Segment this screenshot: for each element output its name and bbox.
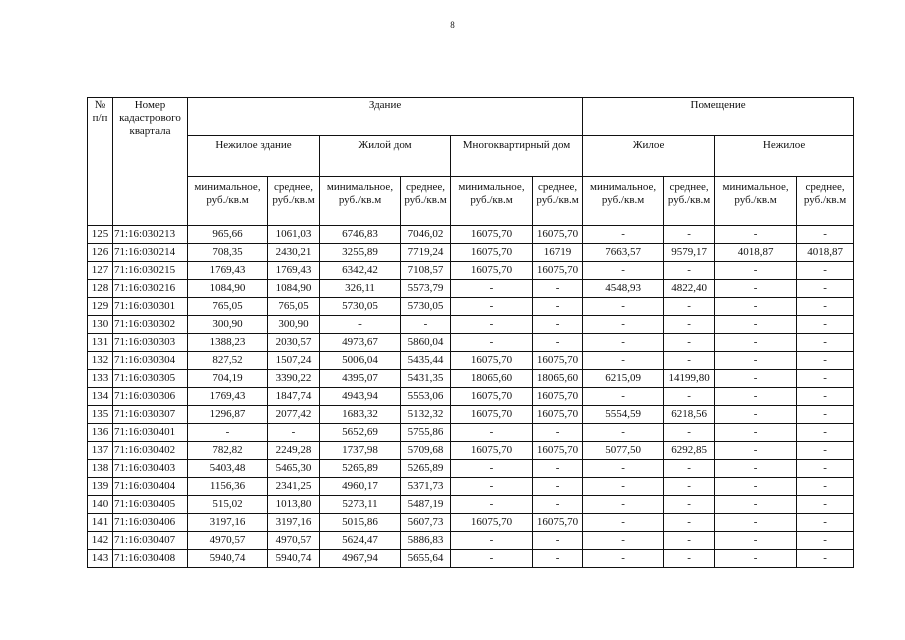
nonres-building-avg-cell: 2341,25 [268, 478, 320, 496]
apartment-building-min-cell: - [451, 460, 533, 478]
cadastral-number-cell: 71:16:030405 [113, 496, 188, 514]
header-nonresidential-premises: Нежилое [715, 136, 854, 177]
table-row [88, 298, 854, 316]
table-row [88, 478, 854, 496]
cadastral-number-cell: 71:16:030214 [113, 244, 188, 262]
row-number-cell: 133 [88, 370, 113, 388]
nonres-building-min-cell: 1296,87 [188, 406, 268, 424]
house-min-cell: 6746,83 [320, 226, 401, 244]
nonres-premises-min-cell: - [715, 424, 797, 442]
table-row [88, 352, 854, 370]
nonres-premises-min-cell: - [715, 550, 797, 568]
cadastral-number-cell: 71:16:030302 [113, 316, 188, 334]
residential-premises-min-cell: - [583, 496, 664, 514]
table-row [88, 460, 854, 478]
house-avg-cell: 7108,57 [401, 262, 451, 280]
nonres-building-min-cell: 827,52 [188, 352, 268, 370]
apartment-building-min-cell: 16075,70 [451, 406, 533, 424]
apartment-building-min-cell: - [451, 496, 533, 514]
house-avg-cell: 5730,05 [401, 298, 451, 316]
apartment-building-min-cell: - [451, 424, 533, 442]
residential-premises-avg-cell: - [664, 460, 715, 478]
apartment-building-avg-cell: - [533, 496, 583, 514]
nonres-building-avg-cell: - [268, 424, 320, 442]
header-min-price: минимальное, руб./кв.м [583, 177, 664, 226]
apartment-building-min-cell: - [451, 316, 533, 334]
cadastral-number-cell: 71:16:030403 [113, 460, 188, 478]
residential-premises-avg-cell: - [664, 298, 715, 316]
nonres-building-min-cell: - [188, 424, 268, 442]
residential-premises-min-cell: 5554,59 [583, 406, 664, 424]
nonres-premises-avg-cell: - [797, 424, 854, 442]
header-min-price: минимальное, руб./кв.м [451, 177, 533, 226]
house-avg-cell: 5755,86 [401, 424, 451, 442]
cadastral-number-cell: 71:16:030406 [113, 514, 188, 532]
cadastral-price-table [87, 97, 854, 568]
table-body [88, 226, 854, 568]
house-min-cell: 3255,89 [320, 244, 401, 262]
residential-premises-min-cell: - [583, 334, 664, 352]
residential-premises-avg-cell: - [664, 478, 715, 496]
table-row [88, 262, 854, 280]
nonres-premises-min-cell: - [715, 496, 797, 514]
nonres-building-avg-cell: 1769,43 [268, 262, 320, 280]
house-min-cell: 5006,04 [320, 352, 401, 370]
nonres-premises-avg-cell: - [797, 298, 854, 316]
residential-premises-min-cell: - [583, 460, 664, 478]
apartment-building-min-cell: 16075,70 [451, 244, 533, 262]
row-number-cell: 126 [88, 244, 113, 262]
apartment-building-avg-cell: 16075,70 [533, 388, 583, 406]
apartment-building-avg-cell: 16075,70 [533, 406, 583, 424]
nonres-building-min-cell: 1769,43 [188, 262, 268, 280]
apartment-building-min-cell: 16075,70 [451, 388, 533, 406]
apartment-building-avg-cell: - [533, 316, 583, 334]
nonres-premises-avg-cell: - [797, 442, 854, 460]
table-row [88, 442, 854, 460]
cadastral-number-cell: 71:16:030407 [113, 532, 188, 550]
header-min-price: минимальное, руб./кв.м [715, 177, 797, 226]
cadastral-number-cell: 71:16:030215 [113, 262, 188, 280]
house-avg-cell: 5709,68 [401, 442, 451, 460]
nonres-building-min-cell: 782,82 [188, 442, 268, 460]
house-min-cell: 4967,94 [320, 550, 401, 568]
house-avg-cell: 5132,32 [401, 406, 451, 424]
row-number-cell: 127 [88, 262, 113, 280]
nonres-premises-min-cell: - [715, 316, 797, 334]
header-apartment-building: Многоквартирный дом [451, 136, 583, 177]
nonres-building-min-cell: 1084,90 [188, 280, 268, 298]
header-building: Здание [188, 98, 583, 136]
house-min-cell: 4960,17 [320, 478, 401, 496]
nonres-premises-min-cell: - [715, 226, 797, 244]
residential-premises-avg-cell: - [664, 334, 715, 352]
nonres-premises-avg-cell: - [797, 406, 854, 424]
header-avg-price: среднее, руб./кв.м [401, 177, 451, 226]
nonres-premises-avg-cell: - [797, 352, 854, 370]
nonres-premises-min-cell: - [715, 334, 797, 352]
header-avg-price: среднее, руб./кв.м [797, 177, 854, 226]
cadastral-number-cell: 71:16:030408 [113, 550, 188, 568]
residential-premises-avg-cell: 9579,17 [664, 244, 715, 262]
nonres-building-avg-cell: 1013,80 [268, 496, 320, 514]
cadastral-number-cell: 71:16:030401 [113, 424, 188, 442]
apartment-building-avg-cell: - [533, 298, 583, 316]
cadastral-number-cell: 71:16:030216 [113, 280, 188, 298]
row-number-cell: 134 [88, 388, 113, 406]
apartment-building-avg-cell: 16719 [533, 244, 583, 262]
nonres-premises-avg-cell: 4018,87 [797, 244, 854, 262]
apartment-building-min-cell: - [451, 478, 533, 496]
nonres-building-avg-cell: 765,05 [268, 298, 320, 316]
residential-premises-avg-cell: - [664, 262, 715, 280]
residential-premises-avg-cell: 4822,40 [664, 280, 715, 298]
nonres-premises-min-cell: - [715, 442, 797, 460]
residential-premises-avg-cell: - [664, 316, 715, 334]
residential-premises-min-cell: - [583, 424, 664, 442]
house-avg-cell: 5655,64 [401, 550, 451, 568]
table-row [88, 280, 854, 298]
cadastral-number-cell: 71:16:030404 [113, 478, 188, 496]
table-row [88, 226, 854, 244]
house-avg-cell: - [401, 316, 451, 334]
apartment-building-avg-cell: 16075,70 [533, 442, 583, 460]
nonres-building-avg-cell: 2030,57 [268, 334, 320, 352]
table-row [88, 496, 854, 514]
header-residential-premises: Жилое [583, 136, 715, 177]
nonres-building-avg-cell: 5940,74 [268, 550, 320, 568]
house-avg-cell: 5371,73 [401, 478, 451, 496]
row-number-cell: 143 [88, 550, 113, 568]
apartment-building-min-cell: - [451, 532, 533, 550]
nonres-premises-min-cell: 4018,87 [715, 244, 797, 262]
residential-premises-min-cell: - [583, 388, 664, 406]
house-min-cell: 4395,07 [320, 370, 401, 388]
nonres-premises-min-cell: - [715, 532, 797, 550]
apartment-building-min-cell: 16075,70 [451, 514, 533, 532]
cadastral-number-cell: 71:16:030306 [113, 388, 188, 406]
residential-premises-min-cell: - [583, 478, 664, 496]
nonres-building-avg-cell: 2249,28 [268, 442, 320, 460]
residential-premises-avg-cell: 14199,80 [664, 370, 715, 388]
nonres-building-min-cell: 1769,43 [188, 388, 268, 406]
apartment-building-avg-cell: - [533, 478, 583, 496]
table-row [88, 406, 854, 424]
residential-premises-min-cell: - [583, 298, 664, 316]
house-min-cell: 326,11 [320, 280, 401, 298]
header-residential-house: Жилой дом [320, 136, 451, 177]
nonres-building-avg-cell: 2430,21 [268, 244, 320, 262]
residential-premises-min-cell: 6215,09 [583, 370, 664, 388]
apartment-building-avg-cell: - [533, 334, 583, 352]
residential-premises-avg-cell: 6292,85 [664, 442, 715, 460]
house-avg-cell: 5860,04 [401, 334, 451, 352]
house-min-cell: 1683,32 [320, 406, 401, 424]
row-number-cell: 142 [88, 532, 113, 550]
apartment-building-avg-cell: - [533, 550, 583, 568]
nonres-premises-min-cell: - [715, 370, 797, 388]
row-number-cell: 135 [88, 406, 113, 424]
nonres-premises-avg-cell: - [797, 388, 854, 406]
apartment-building-min-cell: 16075,70 [451, 442, 533, 460]
nonres-premises-min-cell: - [715, 262, 797, 280]
nonres-premises-avg-cell: - [797, 280, 854, 298]
nonres-building-min-cell: 515,02 [188, 496, 268, 514]
residential-premises-min-cell: - [583, 532, 664, 550]
nonres-building-min-cell: 1388,23 [188, 334, 268, 352]
apartment-building-min-cell: 16075,70 [451, 352, 533, 370]
row-number-cell: 140 [88, 496, 113, 514]
apartment-building-avg-cell: 16075,70 [533, 262, 583, 280]
house-avg-cell: 5435,44 [401, 352, 451, 370]
residential-premises-min-cell: - [583, 226, 664, 244]
residential-premises-min-cell: - [583, 316, 664, 334]
nonres-building-min-cell: 1156,36 [188, 478, 268, 496]
nonres-building-min-cell: 708,35 [188, 244, 268, 262]
nonres-premises-avg-cell: - [797, 532, 854, 550]
cadastral-number-cell: 71:16:030307 [113, 406, 188, 424]
nonres-building-avg-cell: 3197,16 [268, 514, 320, 532]
house-avg-cell: 5487,19 [401, 496, 451, 514]
nonres-premises-avg-cell: - [797, 496, 854, 514]
nonres-premises-min-cell: - [715, 280, 797, 298]
header-row-number: № п/п [88, 98, 113, 226]
apartment-building-avg-cell: 16075,70 [533, 226, 583, 244]
house-min-cell: 5265,89 [320, 460, 401, 478]
nonres-building-avg-cell: 1084,90 [268, 280, 320, 298]
header-min-price: минимальное, руб./кв.м [320, 177, 401, 226]
table-row [88, 388, 854, 406]
nonres-building-avg-cell: 5465,30 [268, 460, 320, 478]
header-nonresidential-building: Нежилое здание [188, 136, 320, 177]
nonres-building-avg-cell: 4970,57 [268, 532, 320, 550]
header-premises: Помещение [583, 98, 854, 136]
nonres-premises-avg-cell: - [797, 460, 854, 478]
table-row [88, 550, 854, 568]
header-avg-price: среднее, руб./кв.м [533, 177, 583, 226]
apartment-building-avg-cell: - [533, 424, 583, 442]
row-number-cell: 139 [88, 478, 113, 496]
apartment-building-avg-cell: - [533, 532, 583, 550]
nonres-premises-avg-cell: - [797, 514, 854, 532]
nonres-premises-min-cell: - [715, 352, 797, 370]
nonres-building-min-cell: 965,66 [188, 226, 268, 244]
house-avg-cell: 5886,83 [401, 532, 451, 550]
row-number-cell: 130 [88, 316, 113, 334]
nonres-premises-min-cell: - [715, 514, 797, 532]
nonres-premises-min-cell: - [715, 478, 797, 496]
header-avg-price: среднее, руб./кв.м [268, 177, 320, 226]
row-number-cell: 136 [88, 424, 113, 442]
house-avg-cell: 7046,02 [401, 226, 451, 244]
house-avg-cell: 5573,79 [401, 280, 451, 298]
nonres-building-min-cell: 765,05 [188, 298, 268, 316]
header-cadastral-number: Номер кадастрового квартала [113, 98, 188, 226]
residential-premises-min-cell: - [583, 550, 664, 568]
nonres-building-min-cell: 704,19 [188, 370, 268, 388]
house-min-cell: 4973,67 [320, 334, 401, 352]
apartment-building-avg-cell: - [533, 460, 583, 478]
cadastral-number-cell: 71:16:030305 [113, 370, 188, 388]
table-row [88, 424, 854, 442]
nonres-building-min-cell: 3197,16 [188, 514, 268, 532]
nonres-building-avg-cell: 1061,03 [268, 226, 320, 244]
house-min-cell: 5273,11 [320, 496, 401, 514]
table-row [88, 370, 854, 388]
apartment-building-avg-cell: 16075,70 [533, 514, 583, 532]
nonres-premises-avg-cell: - [797, 550, 854, 568]
apartment-building-min-cell: - [451, 298, 533, 316]
nonres-building-min-cell: 5940,74 [188, 550, 268, 568]
residential-premises-min-cell: 4548,93 [583, 280, 664, 298]
residential-premises-avg-cell: - [664, 496, 715, 514]
table-row [88, 244, 854, 262]
table-row [88, 334, 854, 352]
residential-premises-avg-cell: - [664, 514, 715, 532]
apartment-building-min-cell: - [451, 280, 533, 298]
house-min-cell: 5015,86 [320, 514, 401, 532]
header-avg-price: среднее, руб./кв.м [664, 177, 715, 226]
nonres-premises-min-cell: - [715, 460, 797, 478]
house-avg-cell: 5607,73 [401, 514, 451, 532]
apartment-building-avg-cell: 16075,70 [533, 352, 583, 370]
residential-premises-min-cell: - [583, 352, 664, 370]
apartment-building-min-cell: 16075,70 [451, 226, 533, 244]
residential-premises-avg-cell: - [664, 352, 715, 370]
cadastral-number-cell: 71:16:030304 [113, 352, 188, 370]
house-min-cell: 5652,69 [320, 424, 401, 442]
house-min-cell: 5730,05 [320, 298, 401, 316]
apartment-building-avg-cell: 18065,60 [533, 370, 583, 388]
house-min-cell: 6342,42 [320, 262, 401, 280]
house-min-cell: - [320, 316, 401, 334]
table-row [88, 532, 854, 550]
row-number-cell: 128 [88, 280, 113, 298]
table-row [88, 316, 854, 334]
nonres-building-min-cell: 300,90 [188, 316, 268, 334]
row-number-cell: 129 [88, 298, 113, 316]
nonres-premises-avg-cell: - [797, 334, 854, 352]
residential-premises-min-cell: - [583, 262, 664, 280]
nonres-building-avg-cell: 2077,42 [268, 406, 320, 424]
nonres-premises-avg-cell: - [797, 262, 854, 280]
nonres-premises-min-cell: - [715, 406, 797, 424]
page-number: 8 [450, 20, 455, 30]
apartment-building-min-cell: - [451, 334, 533, 352]
house-avg-cell: 5431,35 [401, 370, 451, 388]
residential-premises-avg-cell: - [664, 388, 715, 406]
cadastral-number-cell: 71:16:030402 [113, 442, 188, 460]
nonres-premises-avg-cell: - [797, 226, 854, 244]
cadastral-number-cell: 71:16:030213 [113, 226, 188, 244]
apartment-building-min-cell: 18065,60 [451, 370, 533, 388]
cadastral-number-cell: 71:16:030303 [113, 334, 188, 352]
house-min-cell: 4943,94 [320, 388, 401, 406]
nonres-premises-avg-cell: - [797, 478, 854, 496]
house-avg-cell: 5553,06 [401, 388, 451, 406]
row-number-cell: 125 [88, 226, 113, 244]
nonres-building-avg-cell: 3390,22 [268, 370, 320, 388]
house-min-cell: 5624,47 [320, 532, 401, 550]
apartment-building-avg-cell: - [533, 280, 583, 298]
row-number-cell: 138 [88, 460, 113, 478]
header-min-price: минимальное, руб./кв.м [188, 177, 268, 226]
house-avg-cell: 5265,89 [401, 460, 451, 478]
nonres-premises-avg-cell: - [797, 316, 854, 334]
row-number-cell: 137 [88, 442, 113, 460]
row-number-cell: 132 [88, 352, 113, 370]
apartment-building-min-cell: 16075,70 [451, 262, 533, 280]
row-number-cell: 131 [88, 334, 113, 352]
residential-premises-min-cell: - [583, 514, 664, 532]
nonres-building-min-cell: 5403,48 [188, 460, 268, 478]
residential-premises-avg-cell: - [664, 550, 715, 568]
nonres-building-avg-cell: 300,90 [268, 316, 320, 334]
nonres-premises-avg-cell: - [797, 370, 854, 388]
residential-premises-avg-cell: - [664, 532, 715, 550]
nonres-building-avg-cell: 1847,74 [268, 388, 320, 406]
residential-premises-min-cell: 7663,57 [583, 244, 664, 262]
residential-premises-min-cell: 5077,50 [583, 442, 664, 460]
nonres-premises-min-cell: - [715, 388, 797, 406]
table-row [88, 514, 854, 532]
apartment-building-min-cell: - [451, 550, 533, 568]
cadastral-number-cell: 71:16:030301 [113, 298, 188, 316]
residential-premises-avg-cell: - [664, 226, 715, 244]
house-avg-cell: 7719,24 [401, 244, 451, 262]
nonres-building-avg-cell: 1507,24 [268, 352, 320, 370]
row-number-cell: 141 [88, 514, 113, 532]
nonres-building-min-cell: 4970,57 [188, 532, 268, 550]
residential-premises-avg-cell: - [664, 424, 715, 442]
house-min-cell: 1737,98 [320, 442, 401, 460]
residential-premises-avg-cell: 6218,56 [664, 406, 715, 424]
nonres-premises-min-cell: - [715, 298, 797, 316]
